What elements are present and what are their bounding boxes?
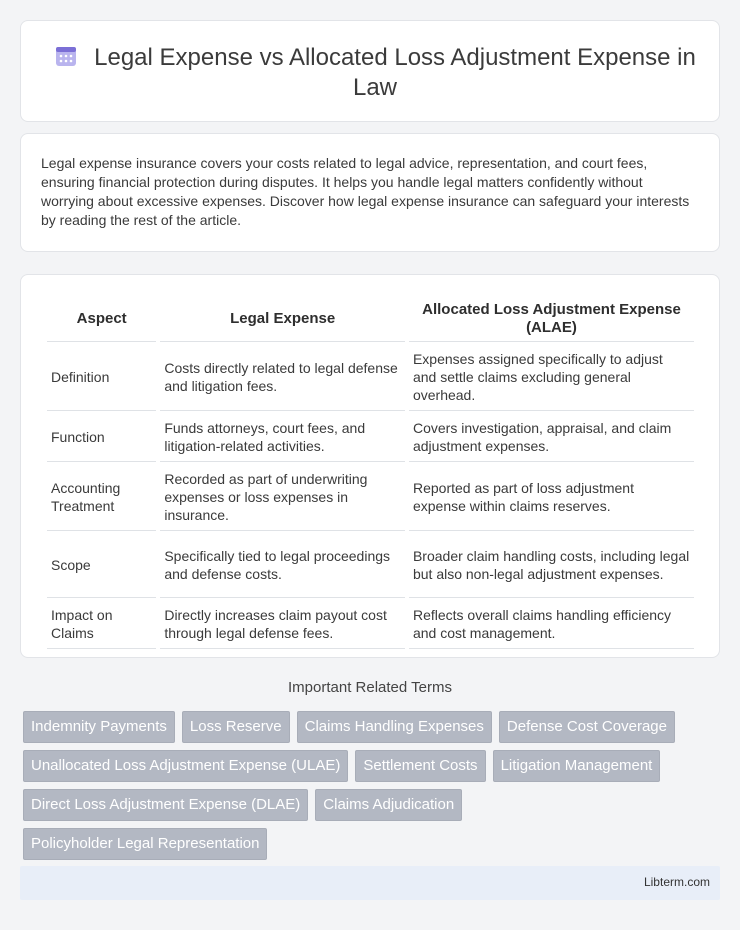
footer: [20, 866, 720, 900]
row-legal-expense: Costs directly related to legal defense and litigation fees.: [160, 342, 405, 411]
table-row: [47, 462, 694, 531]
title-card: [20, 20, 720, 122]
intro-card: [20, 133, 720, 252]
header-alae: Allocated Loss Adjustment Expense (ALAE): [409, 295, 694, 342]
header-aspect: Aspect: [47, 295, 156, 342]
row-alae: Covers investigation, appraisal, and claim adjustment expenses.: [409, 411, 694, 462]
calendar-icon: [54, 44, 78, 68]
table-row: [47, 411, 694, 462]
related-term-tag[interactable]: Indemnity Payments: [23, 711, 175, 743]
row-legal-expense: Funds attorneys, court fees, and litigation-related activities.: [160, 411, 405, 462]
row-legal-expense: Recorded as part of underwriting expenses or loss expenses in insurance.: [160, 462, 405, 531]
comparison-table: [43, 295, 698, 649]
row-aspect: Impact on Claims: [47, 598, 156, 649]
row-aspect: Scope: [47, 531, 156, 598]
table-row: [47, 342, 694, 411]
row-alae: Reported as part of loss adjustment expense within claims reserves.: [409, 462, 694, 531]
related-term-tag[interactable]: Claims Handling Expenses: [297, 711, 492, 743]
related-term-tag[interactable]: Policyholder Legal Representation: [23, 828, 267, 860]
related-terms-title: Important Related Terms: [288, 679, 452, 696]
related-terms-list: [23, 711, 713, 860]
related-term-tag[interactable]: Settlement Costs: [355, 750, 485, 782]
row-legal-expense: Specifically tied to legal proceedings and defense costs.: [160, 531, 405, 598]
related-term-tag[interactable]: Direct Loss Adjustment Expense (DLAE): [23, 789, 308, 821]
related-term-tag[interactable]: Defense Cost Coverage: [499, 711, 675, 743]
row-legal-expense: Directly increases claim payout cost through legal defense fees.: [160, 598, 405, 649]
related-term-tag[interactable]: Litigation Management: [493, 750, 661, 782]
comparison-card: [20, 274, 720, 658]
row-alae: Broader claim handling costs, including legal but also non-legal adjustment expenses.: [409, 531, 694, 598]
page-title: Legal Expense vs Allocated Loss Adjustment Expense in Law: [94, 44, 696, 101]
intro-text: Legal expense insurance covers your costs related to legal advice, representation, and court fees, ensuring financial protection during disputes. It helps you handle legal matters confidently without worrying about excessive expenses. Discover how legal expense insurance can safeguard your interests by reading the rest of the article.: [41, 155, 690, 228]
related-term-tag[interactable]: Unallocated Loss Adjustment Expense (ULAE): [23, 750, 348, 782]
table-row: [47, 598, 694, 649]
related-term-tag[interactable]: Loss Reserve: [182, 711, 290, 743]
footer-site-link[interactable]: Libterm.com: [643, 875, 710, 889]
row-alae: Reflects overall claims handling efficiency and cost management.: [409, 598, 694, 649]
row-alae: Expenses assigned specifically to adjust and settle claims excluding general overhead.: [409, 342, 694, 411]
table-header-row: [47, 295, 694, 342]
page-title-wrap: [51, 43, 699, 103]
table-row: [47, 531, 694, 598]
row-aspect: Definition: [47, 342, 156, 411]
related-term-tag[interactable]: Claims Adjudication: [315, 789, 462, 821]
row-aspect: Function: [47, 411, 156, 462]
header-legal-expense: Legal Expense: [160, 295, 405, 342]
row-aspect: Accounting Treatment: [47, 462, 156, 531]
